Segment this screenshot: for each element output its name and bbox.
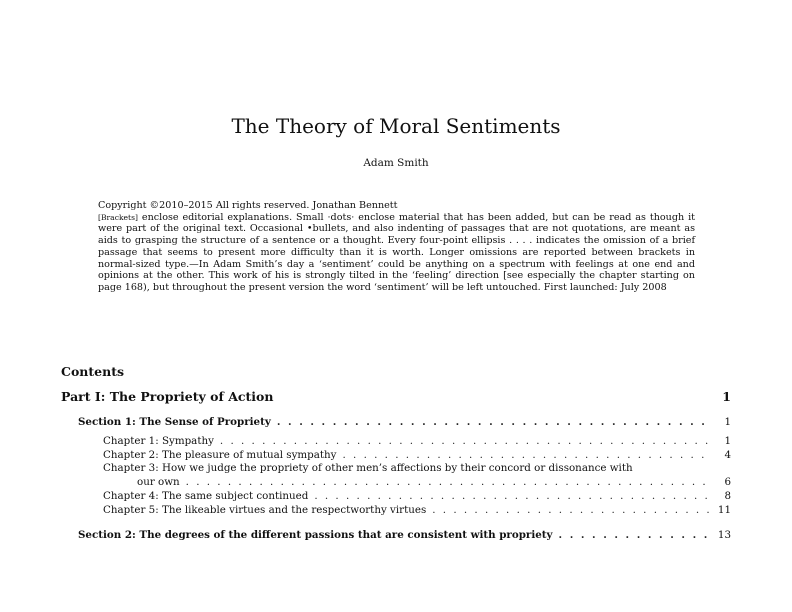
toc-chapter-label: Chapter 2: The pleasure of mutual sympathy	[103, 449, 337, 461]
toc-section-1-label: Section 1: The Sense of Propriety	[78, 416, 271, 428]
toc-leader-dots	[343, 449, 712, 461]
toc-part-1-label: Part I: The Propriety of Action	[61, 389, 274, 404]
toc-part-1-page: 1	[722, 389, 731, 404]
toc-chapter-page: 1	[724, 435, 731, 447]
toc-chapter-label: Chapter 1: Sympathy	[103, 435, 214, 447]
toc-chapter-1[interactable]	[103, 435, 731, 447]
toc-chapter-label: Chapter 4: The same subject continued	[103, 490, 309, 502]
toc-leader-dots	[220, 435, 711, 447]
document-title: The Theory of Moral Sentiments	[231, 114, 561, 138]
toc-section-1[interactable]	[78, 416, 731, 428]
toc-leader-dots	[432, 504, 711, 516]
toc-chapter-page: 6	[724, 475, 731, 488]
toc-chapter-2[interactable]	[103, 449, 731, 461]
toc-chapter-5[interactable]	[103, 504, 731, 516]
toc-chapter-3[interactable]	[103, 462, 731, 489]
toc-section-2-label: Section 2: The degrees of the different passions that are consistent with propriety	[78, 529, 553, 541]
toc-chapter-page: 4	[724, 449, 731, 461]
toc-leader-dots	[559, 529, 711, 541]
toc-part-1[interactable]	[61, 389, 731, 404]
document-author: Adam Smith	[363, 157, 429, 169]
toc-section-2[interactable]	[78, 529, 731, 541]
toc-chapter-label-continued: our own	[137, 475, 180, 488]
toc-chapter-page: 8	[724, 490, 731, 502]
editorial-notes-text: enclose editorial explanations. Small ·dots· enclose material that has been added, but can be read as though it were part of the original text. Occasional •bullets, and also indenting of passages that are not quotations, are meant as aids to grasping the structure of a sentence or a thought. Every four-point ellipsis . . . . indicates the omission of a brief passage that seems to present more difficulty than it is worth. Longer omissions are reported between brackets in normal-sized type.—In Adam Smith’s day a ‘sentiment’ could be anything on a spectrum with feelings at one end and opinions at the other. This work of his is strongly tilted in the ‘feeling’ direction [see especially the chapter starting on page 168), but throughout the present version the word ‘sentiment’ will be left untouched. First launched: July 2008	[98, 211, 695, 293]
toc-chapter-page: 11	[717, 504, 731, 516]
toc-leader-dots	[314, 490, 711, 502]
toc-section-2-page: 13	[717, 529, 731, 541]
contents-heading: Contents	[61, 364, 125, 379]
toc-leader-dots	[186, 476, 711, 490]
toc-chapter-label: Chapter 3: How we judge the propriety of other men’s affections by their concord or dissonance with	[103, 462, 633, 474]
editorial-notes	[98, 212, 695, 294]
copyright-line: Copyright ©2010–2015 All rights reserved. Jonathan Bennett	[98, 200, 398, 211]
toc-section-1-page: 1	[724, 416, 731, 428]
brackets-label: [Brackets]	[98, 212, 138, 222]
toc-chapter-label: Chapter 5: The likeable virtues and the respectworthy virtues	[103, 504, 427, 516]
front-matter	[98, 200, 695, 294]
toc-chapter-4[interactable]	[103, 490, 731, 502]
toc-leader-dots	[277, 416, 711, 428]
